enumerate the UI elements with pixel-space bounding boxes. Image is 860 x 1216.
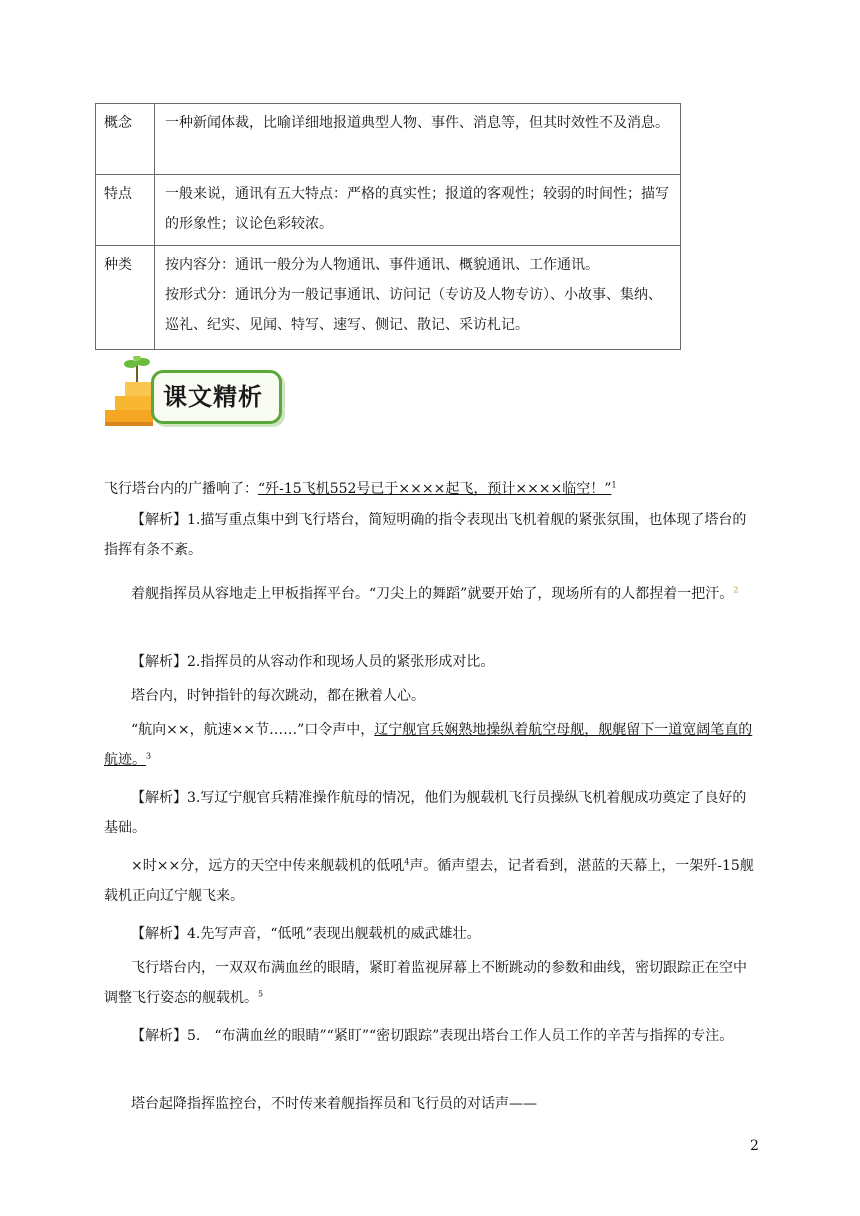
- table-term-cell: 概念: [96, 104, 155, 175]
- underlined-sentence: 辽宁舰官兵娴熟地操纵着航空母舰，舰艉留下一道宽阔笔直的航迹。: [104, 722, 753, 768]
- analysis-4: 【解析】4.先写声音，“低吼”表现出舰载机的威武雄壮。: [131, 926, 481, 942]
- section-title: 课文精析: [163, 383, 263, 411]
- analysis-2: 【解析】2.指挥员的从容动作和现场人员的紧张形成对比。: [131, 654, 495, 670]
- section-banner: [101, 356, 281, 436]
- passage-paragraph-2: [104, 579, 758, 609]
- footnote-marker: 2: [733, 585, 739, 595]
- table-row: [96, 246, 681, 350]
- passage-paragraph-7: 塔台起降指挥监控台，不时传来着舰指挥员和飞行员的对话声——: [131, 1096, 537, 1112]
- passage-paragraph-4: [104, 715, 758, 775]
- text-span: 着舰指挥员从容地走上甲板指挥平台。“刀尖上的舞蹈”就要开始了，现场所有的人都捏着一把汗。: [131, 586, 734, 602]
- table-desc-line: 一般来说，通讯有五大特点：严格的真实性；报道的客观性；较弱的时间性；描写的形象性；议论色彩较浓。: [165, 186, 669, 232]
- table-desc-line: 按形式分：通讯分为一般记事通讯、访问记（专访及人物专访）、小故事、集纳、巡礼、纪实、见闻、特写、速写、侧记、散记、采访札记。: [165, 287, 662, 333]
- page-number: 2: [750, 1138, 759, 1154]
- table-row: [96, 175, 681, 246]
- underlined-quote: “歼-15飞机552号已于××××起飞，预计××××临空！”: [258, 481, 612, 497]
- concept-table: [95, 103, 681, 350]
- table-desc-line: 按内容分：通讯一般分为人物通讯、事件通讯、概貌通讯、工作通讯。: [165, 257, 599, 273]
- text-span: “航向××，航速××节……”口令声中，: [131, 722, 375, 738]
- table-term-cell: 种类: [96, 246, 155, 350]
- text-span: 声。循声望去，记者看到，湛蓝的天幕上，一架歼-15舰载机正向辽宁舰飞来。: [104, 858, 754, 904]
- passage-paragraph-5: [104, 851, 758, 911]
- analysis-1: 【解析】1.描写重点集中到飞行塔台，简短明确的指令表现出飞机着舰的紧张氛围，也体现了塔台的指挥有条不紊。: [104, 512, 747, 558]
- footnote-marker: 3: [146, 751, 152, 761]
- passage-paragraph-3: 塔台内，时钟指针的每次跳动，都在揪着人心。: [131, 688, 425, 704]
- table-desc-cell: [155, 246, 681, 350]
- table-row: [96, 104, 681, 175]
- text-span: 飞行塔台内，一双双布满血丝的眼睛，紧盯着监视屏幕上不断跳动的参数和曲线，密切跟踪正在空中调整飞行姿态的舰载机。: [104, 960, 747, 1006]
- analysis-3: 【解析】3.写辽宁舰官兵精准操作航母的情况，他们为舰载机飞行员操纵飞机着舰成功奠定了良好的基础。: [104, 790, 747, 836]
- table-term-cell: 特点: [96, 175, 155, 246]
- text-span: 飞行塔台内的广播响了：: [104, 481, 258, 497]
- passage-paragraph-1: [104, 474, 758, 504]
- footnote-marker: 1: [611, 480, 617, 490]
- footnote-marker: 5: [258, 989, 264, 999]
- footnote-marker: 4: [404, 857, 410, 867]
- table-desc-line: 一种新闻体裁，比喻详细地报道典型人物、事件、消息等，但其时效性不及消息。: [165, 115, 669, 131]
- table-desc-cell: [155, 104, 681, 175]
- passage-paragraph-6: [104, 953, 758, 1013]
- table-desc-cell: [155, 175, 681, 246]
- text-span: ×时××分，远方的天空中传来舰载机的低吼: [131, 858, 405, 874]
- analysis-5: 【解析】5. “布满血丝的眼睛”“紧盯”“密切跟踪”表现出塔台工作人员工作的辛苦与指挥的专注。: [131, 1028, 734, 1044]
